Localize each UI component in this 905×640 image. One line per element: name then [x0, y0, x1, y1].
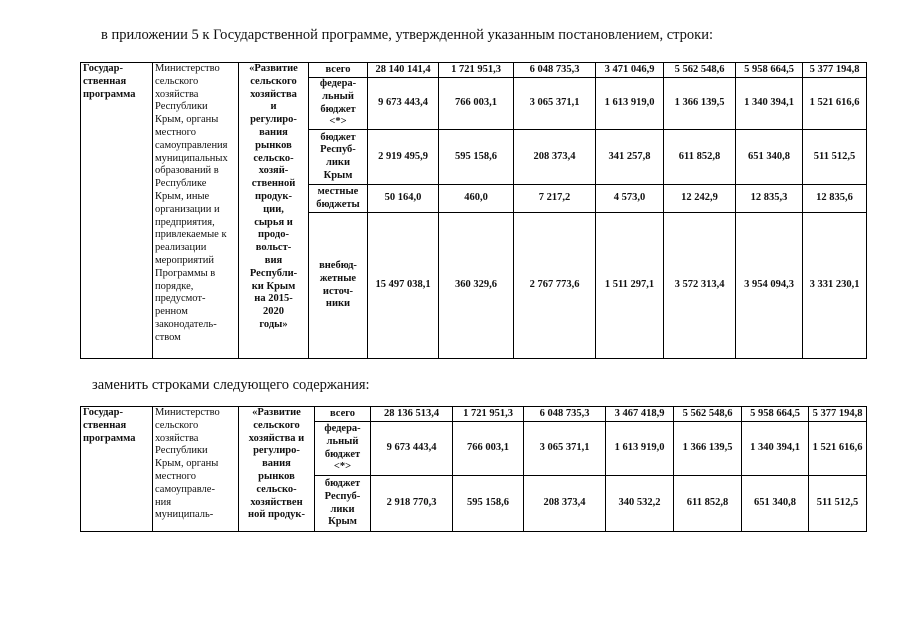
funding-source-cell: внебюд- жетные источ- ники: [309, 213, 368, 359]
ministry-cell: Министерство сельского хозяйства Республики Крым, органы местного самоуправле- ния муниципаль-: [153, 407, 239, 532]
funding-source-cell: бюджет Респуб- лики Крым: [309, 130, 368, 185]
funding-source-cell: местные бюджеты: [309, 185, 368, 213]
value-2020: 1 521 616,6: [809, 422, 867, 476]
funding-source-cell: бюджет Респуб- лики Крым: [315, 476, 371, 532]
value-2016: 3 065 371,1: [524, 422, 606, 476]
funding-source-cell: всего: [309, 63, 368, 78]
value-total: 9 673 443,4: [368, 78, 439, 130]
value-2017: 3 467 418,9: [606, 407, 674, 422]
value-2018: 611 852,8: [664, 130, 736, 185]
value-2016: 2 767 773,6: [514, 213, 596, 359]
program-type-cell: Государ- ственная программа: [81, 407, 153, 532]
value-2015: 1 721 951,3: [453, 407, 524, 422]
program-name-cell: «Развитие сельского хозяйства и регулиро- вания рынков сельско- хозяй- ственной продук- ции, сырья и продо- вольст- вия Республи- ки Крым на 2015- 2020 годы»: [239, 63, 309, 359]
value-2019: 1 340 394,1: [736, 78, 803, 130]
value-2018: 1 366 139,5: [664, 78, 736, 130]
funding-source-cell: федера- льный бюджет <*>: [309, 78, 368, 130]
value-2016: 7 217,2: [514, 185, 596, 213]
value-2015: 1 721 951,3: [439, 63, 514, 78]
value-2020: 5 377 194,8: [809, 407, 867, 422]
value-total: 2 918 770,3: [371, 476, 453, 532]
value-2016: 6 048 735,3: [524, 407, 606, 422]
value-2017: 3 471 046,9: [596, 63, 664, 78]
value-2020: 1 521 616,6: [803, 78, 867, 130]
value-total: 2 919 495,9: [368, 130, 439, 185]
value-2020: 511 512,5: [809, 476, 867, 532]
value-total: 28 136 513,4: [371, 407, 453, 422]
value-2015: 595 158,6: [439, 130, 514, 185]
table-row: [81, 63, 867, 78]
replace-text: заменить строками следующего содержания:: [92, 377, 370, 393]
value-2017: 341 257,8: [596, 130, 664, 185]
value-2018: 12 242,9: [664, 185, 736, 213]
intro-text: в приложении 5 к Государственной программе, утвержденной указанным постановлением, строки:: [101, 27, 714, 43]
value-2019: 651 340,8: [742, 476, 809, 532]
value-2018: 3 572 313,4: [664, 213, 736, 359]
value-total: 15 497 038,1: [368, 213, 439, 359]
table-row: [81, 407, 867, 422]
value-2020: 12 835,6: [803, 185, 867, 213]
value-2019: 1 340 394,1: [742, 422, 809, 476]
program-table-original: [80, 62, 867, 359]
value-2016: 208 373,4: [524, 476, 606, 532]
funding-source-cell: федера- льный бюджет <*>: [315, 422, 371, 476]
value-2019: 5 958 664,5: [736, 63, 803, 78]
value-2015: 766 003,1: [439, 78, 514, 130]
value-2017: 1 613 919,0: [606, 422, 674, 476]
value-2015: 595 158,6: [453, 476, 524, 532]
value-2016: 6 048 735,3: [514, 63, 596, 78]
value-2020: 511 512,5: [803, 130, 867, 185]
program-name-cell: «Развитие сельского хозяйства и регулиро- вания рынков сельско- хозяйствен ной продук-: [239, 407, 315, 532]
value-total: 9 673 443,4: [371, 422, 453, 476]
value-2019: 12 835,3: [736, 185, 803, 213]
value-2017: 1 613 919,0: [596, 78, 664, 130]
value-2020: 5 377 194,8: [803, 63, 867, 78]
value-2017: 1 511 297,1: [596, 213, 664, 359]
value-2020: 3 331 230,1: [803, 213, 867, 359]
value-2015: 766 003,1: [453, 422, 524, 476]
value-2016: 208 373,4: [514, 130, 596, 185]
value-2019: 3 954 094,3: [736, 213, 803, 359]
funding-source-cell: всего: [315, 407, 371, 422]
program-type-cell: Государ- ственная программа: [81, 63, 153, 359]
value-2018: 611 852,8: [674, 476, 742, 532]
value-total: 28 140 141,4: [368, 63, 439, 78]
value-2018: 5 562 548,6: [674, 407, 742, 422]
value-2016: 3 065 371,1: [514, 78, 596, 130]
value-2019: 651 340,8: [736, 130, 803, 185]
value-2015: 360 329,6: [439, 213, 514, 359]
ministry-cell: Министерство сельского хозяйства Республики Крым, органы местного самоуправления муниципальных образований в Республике Крым, иные организации и предприятия, привлекаемые к реализации мероприятий Программы в порядке, предусмот- ренном законодатель- ством: [153, 63, 239, 359]
program-table-replacement: [80, 406, 867, 532]
value-2015: 460,0: [439, 185, 514, 213]
value-total: 50 164,0: [368, 185, 439, 213]
value-2017: 4 573,0: [596, 185, 664, 213]
value-2018: 5 562 548,6: [664, 63, 736, 78]
value-2017: 340 532,2: [606, 476, 674, 532]
value-2018: 1 366 139,5: [674, 422, 742, 476]
value-2019: 5 958 664,5: [742, 407, 809, 422]
